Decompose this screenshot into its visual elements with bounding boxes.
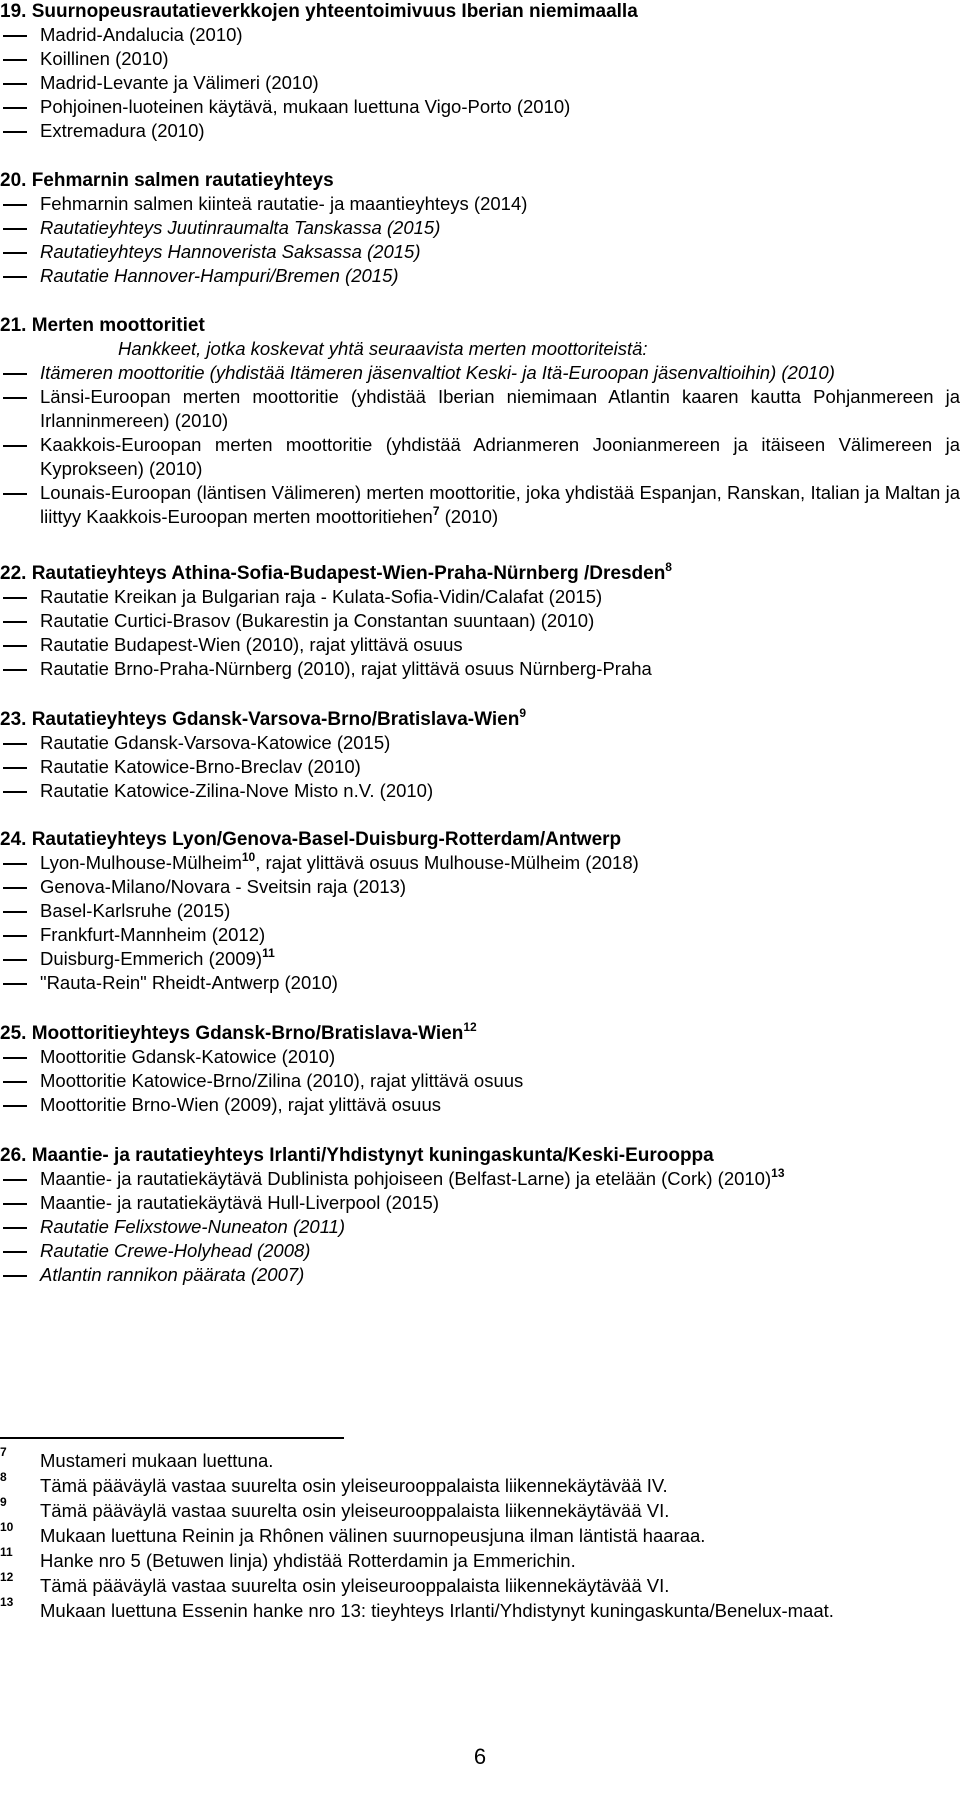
footnote-ref: 11 xyxy=(262,946,275,960)
list-item: Atlantin rannikon päärata (2007) xyxy=(0,1263,960,1287)
list-item-text: Lyon-Mulhouse-Mülheim xyxy=(40,852,242,873)
list-item: Rautatie Budapest-Wien (2010), rajat ylittävä osuus xyxy=(0,633,960,657)
section-23 xyxy=(0,708,960,803)
section-title: 20. Fehmarnin salmen rautatieyhteys xyxy=(0,170,334,191)
footnote xyxy=(0,1570,960,1598)
section-26 xyxy=(0,1144,960,1287)
footnote xyxy=(0,1545,960,1573)
footnote-text: Tämä pääväylä vastaa suurelta osin yleiseurooppalaista liikennekäytävää VI. xyxy=(40,1500,670,1521)
footnote-text: Mukaan luettuna Essenin hanke nro 13: tieyhteys Irlanti/Yhdistynyt kuningaskunta/Benelux-maat. xyxy=(40,1600,834,1621)
list-item: Maantie- ja rautatiekäytävä Hull-Liverpool (2015) xyxy=(0,1191,960,1215)
list-item: Länsi-Euroopan merten moottoritie (yhdistää Iberian niemimaan Atlantin kaaren kautta Pohjanmereen ja Irlanninmereen) (2010) xyxy=(0,385,960,433)
footnote xyxy=(0,1595,960,1623)
section-title xyxy=(0,562,960,585)
page-number: 6 xyxy=(473,1744,487,1769)
list-item: Extremadura (2010) xyxy=(0,119,960,143)
section-20 xyxy=(0,169,960,288)
section-19 xyxy=(0,0,960,143)
section-24 xyxy=(0,828,960,995)
list-item: Fehmarnin salmen kiinteä rautatie- ja maantieyhteys (2014) xyxy=(0,192,960,216)
list-item: Pohjoinen-luoteinen käytävä, mukaan luettuna Vigo-Porto (2010) xyxy=(0,95,960,119)
section-25 xyxy=(0,1022,960,1117)
list-item: Rautatie Katowice-Zilina-Nove Misto n.V. (2010) xyxy=(0,779,960,803)
section-title-text: 25. Moottoritieyhteys Gdansk-Brno/Bratislava-Wien xyxy=(0,1023,464,1044)
list-item: Moottoritie Katowice-Brno/Zilina (2010), rajat ylittävä osuus xyxy=(0,1069,960,1093)
list-item: Koillinen (2010) xyxy=(0,47,960,71)
list-item: Rautatie Kreikan ja Bulgarian raja - Kulata-Sofia-Vidin/Calafat (2015) xyxy=(0,585,960,609)
footnote xyxy=(0,1470,960,1498)
footnote-ref: 13 xyxy=(771,1166,785,1180)
list-item xyxy=(0,947,960,971)
footnote-ref: 9 xyxy=(519,706,527,720)
section-title: 24. Rautatieyhteys Lyon/Genova-Basel-Duisburg-Rotterdam/Antwerp xyxy=(0,829,622,850)
footnote-text: Hanke nro 5 (Betuwen linja) yhdistää Rotterdamin ja Emmerichin. xyxy=(40,1550,576,1571)
footnote-separator xyxy=(0,1437,344,1439)
list-item-text: Lounais-Euroopan (läntisen Välimeren) merten moottoritie, joka yhdistää Espanjan, Ranskan, Italian ja Maltan ja liittyy Kaakkois-Euroopan merten moottoritiehen xyxy=(40,482,960,527)
list-item: Madrid-Levante ja Välimeri (2010) xyxy=(0,71,960,95)
list-item: Rautatieyhteys Hannoverista Saksassa (2015) xyxy=(0,240,960,264)
list-item xyxy=(0,1167,960,1191)
footnote-number: 8 xyxy=(0,1470,7,1484)
section-22 xyxy=(0,562,960,681)
footnote-text: Tämä pääväylä vastaa suurelta osin yleiseurooppalaista liikennekäytävää IV. xyxy=(40,1475,668,1496)
list-item: Genova-Milano/Novara - Sveitsin raja (2013) xyxy=(0,875,960,899)
footnote-number: 9 xyxy=(0,1495,7,1509)
list-item: "Rauta-Rein" Rheidt-Antwerp (2010) xyxy=(0,971,960,995)
section-title: 26. Maantie- ja rautatieyhteys Irlanti/Yhdistynyt kuningaskunta/Keski-Eurooppa xyxy=(0,1145,714,1166)
list-item: Kaakkois-Euroopan merten moottoritie (yhdistää Adrianmeren Joonianmereen ja itäiseen Välimereen ja Kyprokseen) (2010) xyxy=(0,433,960,481)
footnote-ref: 8 xyxy=(665,560,672,574)
list-item xyxy=(0,851,960,875)
list-item: Basel-Karlsruhe (2015) xyxy=(0,899,960,923)
list-item: Rautatie Gdansk-Varsova-Katowice (2015) xyxy=(0,731,960,755)
list-item: Moottoritie Brno-Wien (2009), rajat ylittävä osuus xyxy=(0,1093,960,1117)
list-item: Rautatie Curtici-Brasov (Bukarestin ja Constantan suuntaan) (2010) xyxy=(0,609,960,633)
section-title-text: 22. Rautatieyhteys Athina-Sofia-Budapest-Wien-Praha-Nürnberg /Dresden xyxy=(0,563,666,584)
list-item: Itämeren moottoritie (yhdistää Itämeren jäsenvaltiot Keski- ja Itä-Euroopan jäsenvaltioihin) (2010) xyxy=(0,361,960,385)
list-item: Rautatie Katowice-Brno-Breclav (2010) xyxy=(0,755,960,779)
footnote-number: 12 xyxy=(0,1570,14,1584)
footnote-ref: 7 xyxy=(432,504,440,518)
list-item-tail: (2010) xyxy=(439,506,499,527)
list-item: Rautatieyhteys Juutinraumalta Tanskassa (2015) xyxy=(0,216,960,240)
section-title: 19. Suurnopeusrautatieverkkojen yhteentoimivuus Iberian niemimaalla xyxy=(0,1,638,22)
footnote xyxy=(0,1445,960,1473)
footnote-number: 7 xyxy=(0,1445,7,1459)
footnote-text: Mustameri mukaan luettuna. xyxy=(40,1450,274,1471)
list-item-text: Maantie- ja rautatiekäytävä Dublinista pohjoiseen (Belfast-Larne) ja etelään (Cork) (2010) xyxy=(40,1168,772,1189)
section-title: 21. Merten moottoritiet xyxy=(0,315,205,336)
footnote xyxy=(0,1495,960,1523)
list-item-tail: , rajat ylittävä osuus Mulhouse-Mülheim (2018) xyxy=(255,852,639,873)
list-item-text: Duisburg-Emmerich (2009) xyxy=(40,948,263,969)
footnote-number: 11 xyxy=(0,1545,13,1559)
list-item: Rautatie Hannover-Hampuri/Bremen (2015) xyxy=(0,264,960,288)
footnote xyxy=(0,1520,960,1548)
footnote-number: 10 xyxy=(0,1520,14,1534)
section-title-text: 23. Rautatieyhteys Gdansk-Varsova-Brno/Bratislava-Wien xyxy=(0,709,520,730)
list-item: Madrid-Andalucia (2010) xyxy=(0,23,960,47)
list-item: Rautatie Brno-Praha-Nürnberg (2010), rajat ylittävä osuus Nürnberg-Praha xyxy=(0,657,960,681)
list-item: Rautatie Crewe-Holyhead (2008) xyxy=(0,1239,960,1263)
section-21 xyxy=(0,314,960,529)
section-title xyxy=(0,708,960,731)
footnote-ref: 12 xyxy=(463,1020,477,1034)
list-item xyxy=(0,481,960,529)
section-intro: Hankkeet, jotka koskevat yhtä seuraavista merten moottoriteistä: xyxy=(118,338,648,359)
section-title xyxy=(0,1022,960,1045)
footnotes xyxy=(0,1445,960,1623)
footnote-text: Tämä pääväylä vastaa suurelta osin yleiseurooppalaista liikennekäytävää VI. xyxy=(40,1575,670,1596)
list-item: Rautatie Felixstowe-Nuneaton (2011) xyxy=(0,1215,960,1239)
footnote-ref: 10 xyxy=(241,850,256,864)
footnote-number: 13 xyxy=(0,1595,14,1609)
list-item: Moottoritie Gdansk-Katowice (2010) xyxy=(0,1045,960,1069)
footnote-text: Mukaan luettuna Reinin ja Rhônen välinen suurnopeusjuna ilman läntistä haaraa. xyxy=(40,1525,706,1546)
list-item: Frankfurt-Mannheim (2012) xyxy=(0,923,960,947)
